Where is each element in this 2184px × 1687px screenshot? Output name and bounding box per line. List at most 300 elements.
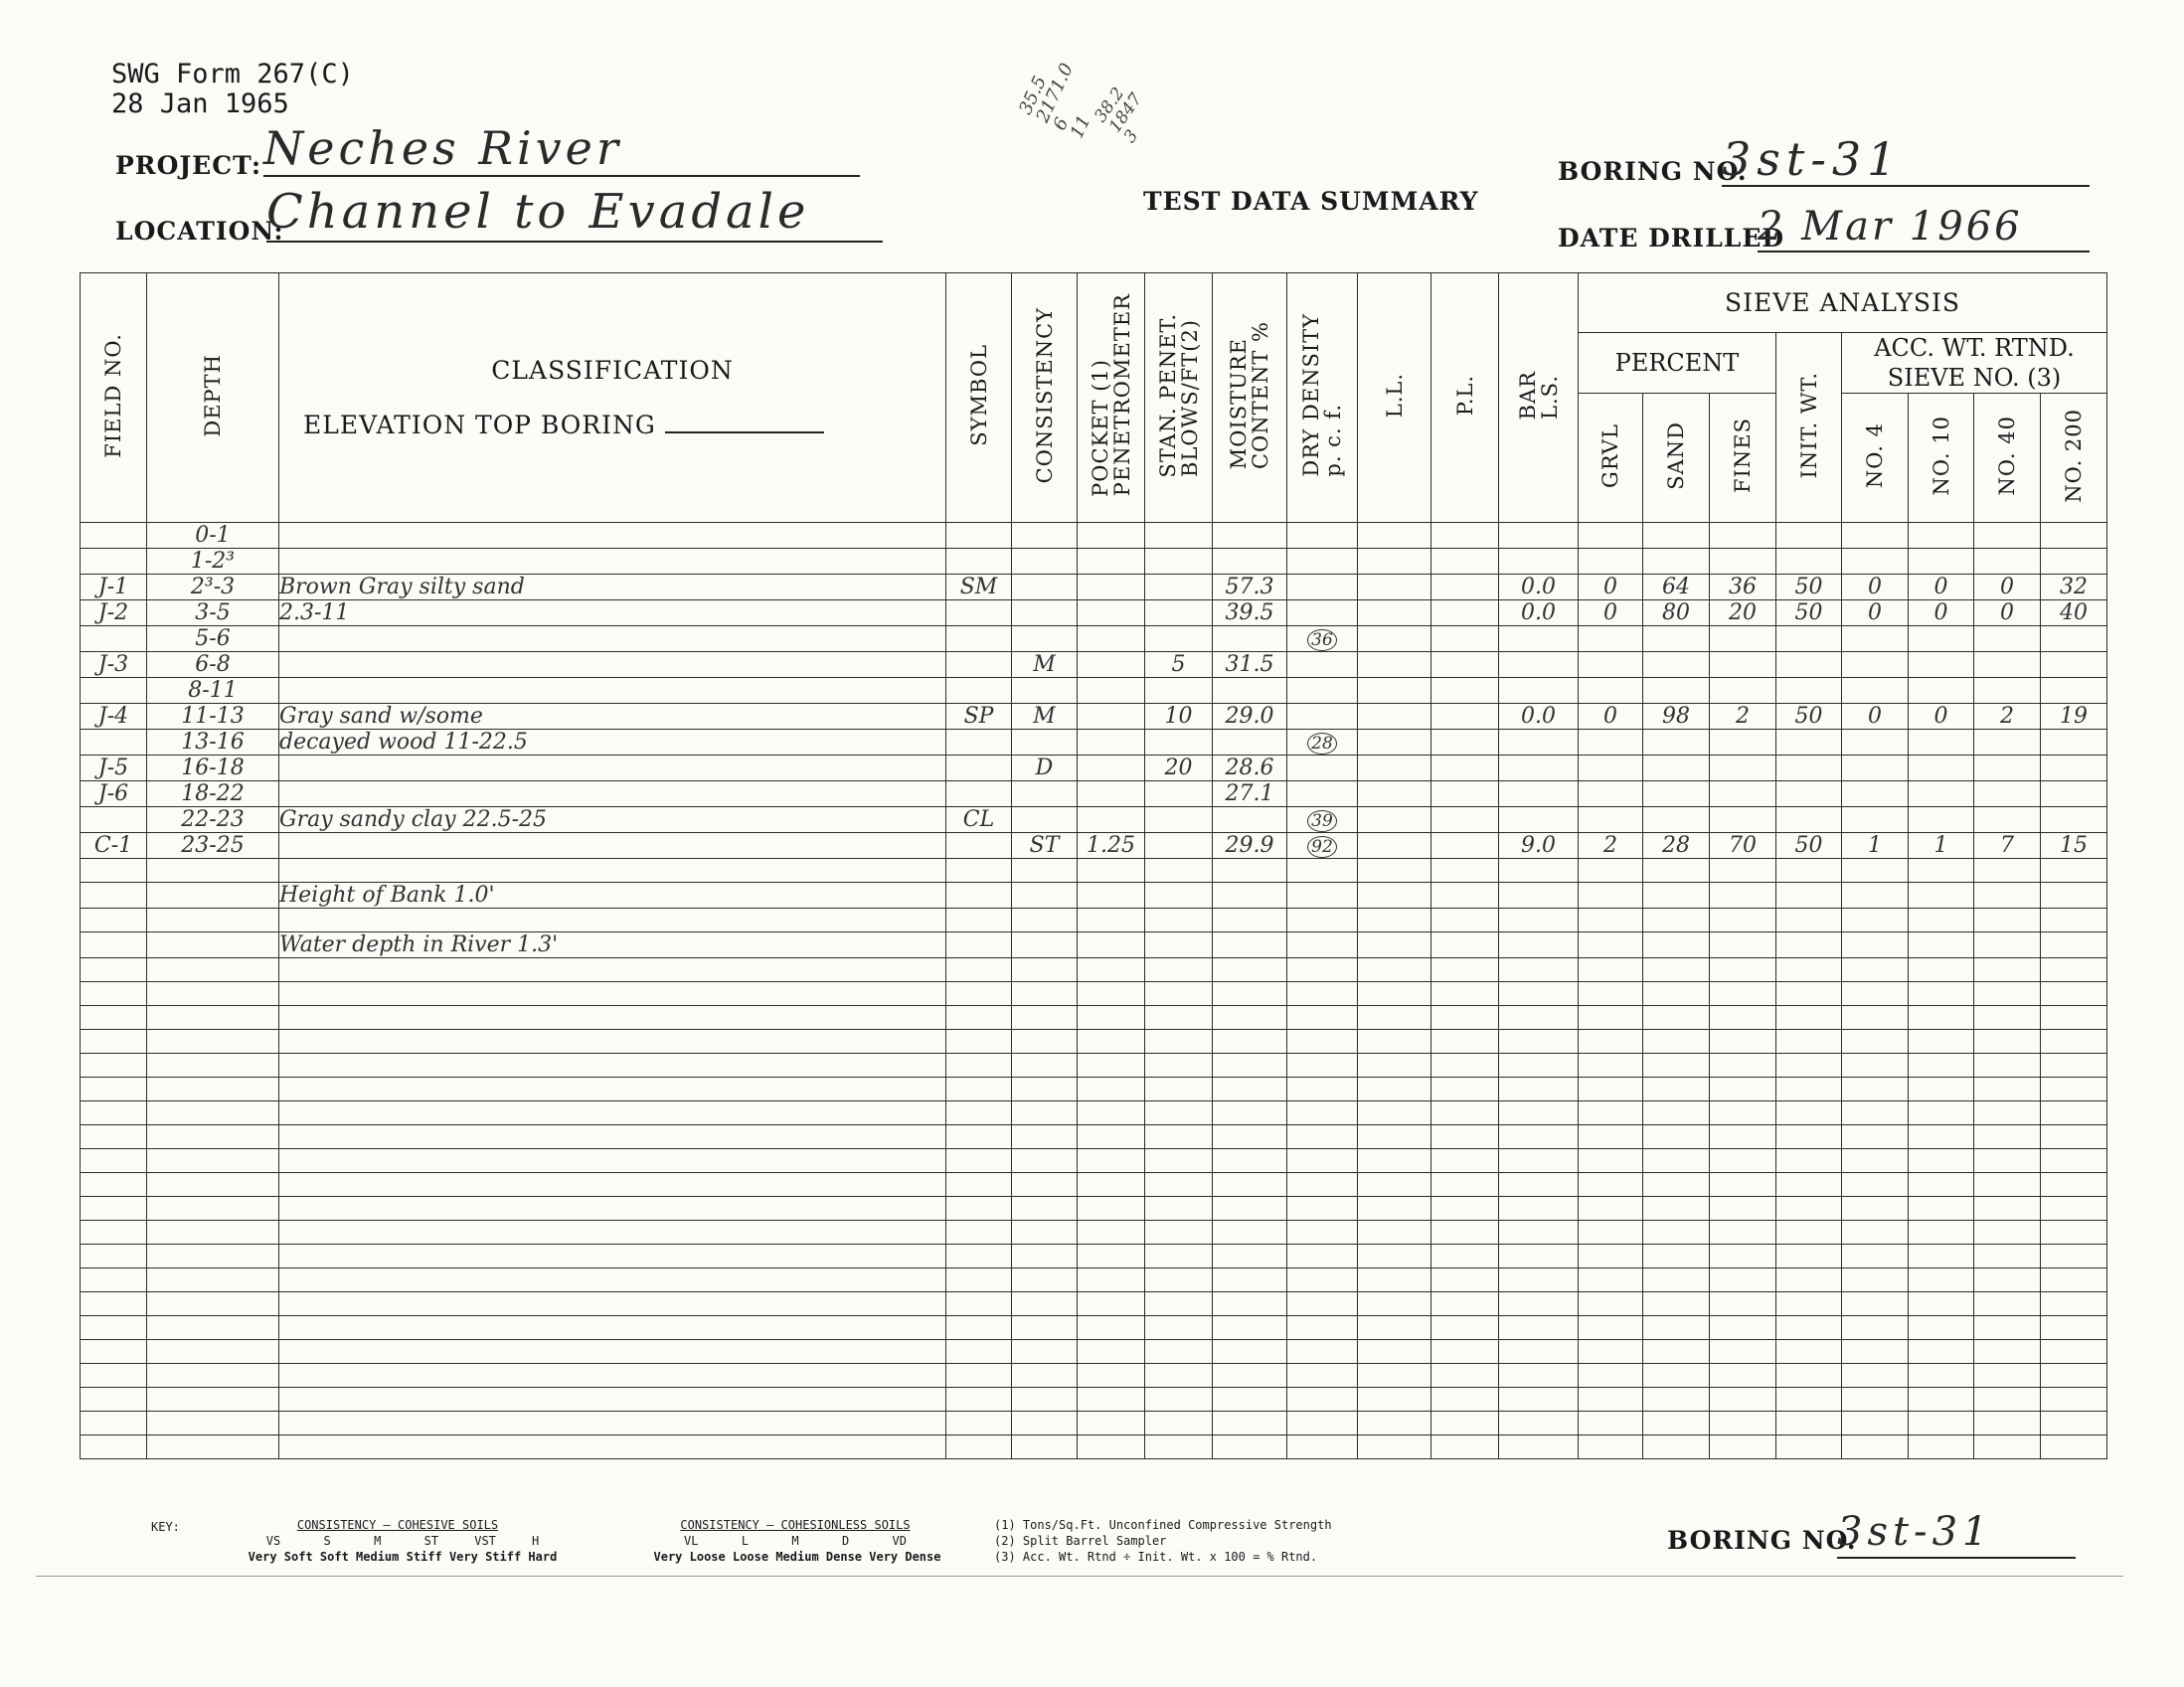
cell-sand bbox=[1643, 1292, 1710, 1316]
cell-bar bbox=[1499, 1149, 1579, 1173]
cell-cls bbox=[279, 626, 946, 652]
cell-stan bbox=[1145, 678, 1213, 704]
cell-ll bbox=[1358, 1435, 1431, 1459]
cell-sym bbox=[946, 678, 1012, 704]
cell-cons bbox=[1012, 781, 1078, 807]
table-row-blank bbox=[81, 1197, 2107, 1221]
cell-init bbox=[1776, 1364, 1842, 1388]
cell-grvl bbox=[1579, 932, 1643, 958]
cell-dry bbox=[1287, 1125, 1358, 1149]
table-row-blank bbox=[81, 1078, 2107, 1101]
cell-stan bbox=[1145, 1292, 1213, 1316]
cell-n40 bbox=[1974, 883, 2041, 909]
cell-n200 bbox=[2041, 1364, 2107, 1388]
cell-sym bbox=[946, 958, 1012, 982]
cell-cons bbox=[1012, 909, 1078, 932]
note-3: (3) Acc. Wt. Rtnd ÷ Init. Wt. x 100 = % Rtnd. bbox=[994, 1550, 1318, 1564]
cell-moist bbox=[1213, 982, 1287, 1006]
cell-sand bbox=[1643, 1268, 1710, 1292]
symbol-header: SYMBOL bbox=[946, 273, 1012, 523]
cell-moist bbox=[1213, 523, 1287, 549]
acc-wt-header bbox=[1842, 333, 2107, 394]
cell-ll bbox=[1358, 1030, 1431, 1054]
cell-n40 bbox=[1974, 909, 2041, 932]
cell-n10 bbox=[1909, 1435, 1974, 1459]
cell-n10 bbox=[1909, 932, 1974, 958]
cell-stan bbox=[1145, 1245, 1213, 1268]
cell-sand bbox=[1643, 1101, 1710, 1125]
cell-field bbox=[81, 1245, 147, 1268]
cell-pl bbox=[1431, 1245, 1499, 1268]
cell-n10 bbox=[1909, 781, 1974, 807]
cell-ll bbox=[1358, 523, 1431, 549]
table-row-blank bbox=[81, 1268, 2107, 1292]
cell-bar bbox=[1499, 1221, 1579, 1245]
cohesionless-title: CONSISTENCY — COHESIONLESS SOILS bbox=[680, 1518, 911, 1532]
cell-n40 bbox=[1974, 1412, 2041, 1435]
cell-bar bbox=[1499, 1101, 1579, 1125]
cell-cls bbox=[279, 1054, 946, 1078]
cell-sym bbox=[946, 600, 1012, 626]
cell-fines: 70 bbox=[1710, 833, 1776, 859]
cell-sym bbox=[946, 883, 1012, 909]
cell-cons bbox=[1012, 549, 1078, 575]
cell-depth bbox=[147, 1078, 279, 1101]
table-row bbox=[81, 575, 2107, 600]
cell-init: 50 bbox=[1776, 575, 1842, 600]
cell-ll bbox=[1358, 730, 1431, 756]
cell-sym bbox=[946, 730, 1012, 756]
cell-pocket bbox=[1078, 600, 1145, 626]
cell-n40 bbox=[1974, 1388, 2041, 1412]
cell-moist: 29.9 bbox=[1213, 833, 1287, 859]
cell-dry bbox=[1287, 678, 1358, 704]
cell-pl bbox=[1431, 781, 1499, 807]
cell-sand bbox=[1643, 652, 1710, 678]
cell-n4 bbox=[1842, 549, 1909, 575]
cell-stan bbox=[1145, 1388, 1213, 1412]
cell-bar bbox=[1499, 1316, 1579, 1340]
cell-field bbox=[81, 523, 147, 549]
cell-cons: M bbox=[1012, 704, 1078, 730]
cell-stan bbox=[1145, 626, 1213, 652]
cell-fines bbox=[1710, 1197, 1776, 1221]
cell-cons bbox=[1012, 1245, 1078, 1268]
cell-moist: 57.3 bbox=[1213, 575, 1287, 600]
cell-init bbox=[1776, 1149, 1842, 1173]
cell-field: J-1 bbox=[81, 575, 147, 600]
cell-bar bbox=[1499, 932, 1579, 958]
cell-depth bbox=[147, 1364, 279, 1388]
project-value: Neches River bbox=[263, 123, 860, 177]
cell-fines bbox=[1710, 756, 1776, 781]
cell-grvl bbox=[1579, 1197, 1643, 1221]
cell-n10 bbox=[1909, 1197, 1974, 1221]
cell-n4 bbox=[1842, 1268, 1909, 1292]
cell-grvl bbox=[1579, 1388, 1643, 1412]
cell-depth bbox=[147, 958, 279, 982]
cell-dry bbox=[1287, 549, 1358, 575]
cell-moist bbox=[1213, 1125, 1287, 1149]
cell-fines bbox=[1710, 932, 1776, 958]
cell-dry bbox=[1287, 1173, 1358, 1197]
cell-grvl bbox=[1579, 958, 1643, 982]
cell-cons bbox=[1012, 1340, 1078, 1364]
cell-ll bbox=[1358, 1412, 1431, 1435]
footer-boring-value: 3st-31 bbox=[1837, 1509, 2076, 1559]
cell-cls bbox=[279, 523, 946, 549]
cell-bar bbox=[1499, 1245, 1579, 1268]
sieve-analysis-header: SIEVE ANALYSIS bbox=[1579, 273, 2107, 333]
cell-cons bbox=[1012, 1388, 1078, 1412]
fines-header: FINES bbox=[1710, 394, 1776, 523]
cell-n200 bbox=[2041, 1268, 2107, 1292]
cell-depth: 18-22 bbox=[147, 781, 279, 807]
cell-init bbox=[1776, 1292, 1842, 1316]
cell-depth bbox=[147, 1054, 279, 1078]
cell-cons bbox=[1012, 1435, 1078, 1459]
cell-stan bbox=[1145, 730, 1213, 756]
cell-cls: Gray sand w/some bbox=[279, 704, 946, 730]
cell-init bbox=[1776, 932, 1842, 958]
cell-field bbox=[81, 1412, 147, 1435]
cell-n200 bbox=[2041, 626, 2107, 652]
cell-n4 bbox=[1842, 1221, 1909, 1245]
cell-cons bbox=[1012, 523, 1078, 549]
cell-init bbox=[1776, 678, 1842, 704]
cell-n40: 2 bbox=[1974, 704, 2041, 730]
cell-grvl bbox=[1579, 1364, 1643, 1388]
cell-n40: 0 bbox=[1974, 575, 2041, 600]
cell-depth bbox=[147, 1030, 279, 1054]
cell-sand bbox=[1643, 549, 1710, 575]
cell-depth bbox=[147, 1268, 279, 1292]
cell-dry bbox=[1287, 704, 1358, 730]
cell-sym bbox=[946, 1125, 1012, 1149]
cell-cons bbox=[1012, 1030, 1078, 1054]
cell-pl bbox=[1431, 1197, 1499, 1221]
cell-bar bbox=[1499, 549, 1579, 575]
cell-n40 bbox=[1974, 1078, 2041, 1101]
cell-moist: 39.5 bbox=[1213, 600, 1287, 626]
location-label: LOCATION: bbox=[115, 217, 284, 246]
cell-pl bbox=[1431, 1125, 1499, 1149]
cell-cons bbox=[1012, 958, 1078, 982]
cell-n40: 7 bbox=[1974, 833, 2041, 859]
cell-n10 bbox=[1909, 730, 1974, 756]
cell-bar bbox=[1499, 1292, 1579, 1316]
cell-init: 50 bbox=[1776, 704, 1842, 730]
cell-moist bbox=[1213, 883, 1287, 909]
cell-cons bbox=[1012, 1173, 1078, 1197]
cell-sym bbox=[946, 1101, 1012, 1125]
cell-stan bbox=[1145, 600, 1213, 626]
cell-n40 bbox=[1974, 678, 2041, 704]
cell-n200 bbox=[2041, 678, 2107, 704]
cell-stan bbox=[1145, 1078, 1213, 1101]
cell-depth: 1-2³ bbox=[147, 549, 279, 575]
table-row-blank bbox=[81, 1149, 2107, 1173]
cell-pl bbox=[1431, 600, 1499, 626]
cell-ll bbox=[1358, 807, 1431, 833]
cell-pl bbox=[1431, 1340, 1499, 1364]
cell-bar bbox=[1499, 626, 1579, 652]
cell-field bbox=[81, 1125, 147, 1149]
table-row-blank bbox=[81, 1340, 2107, 1364]
cell-cons bbox=[1012, 626, 1078, 652]
cell-fines bbox=[1710, 1412, 1776, 1435]
cell-cons: ST bbox=[1012, 833, 1078, 859]
cell-n40 bbox=[1974, 1149, 2041, 1173]
cell-moist: 27.1 bbox=[1213, 781, 1287, 807]
cell-cls bbox=[279, 1006, 946, 1030]
cell-pl bbox=[1431, 1435, 1499, 1459]
cell-fines bbox=[1710, 1101, 1776, 1125]
cell-bar bbox=[1499, 1412, 1579, 1435]
cell-depth: 16-18 bbox=[147, 756, 279, 781]
cell-dry bbox=[1287, 1435, 1358, 1459]
cell-fines bbox=[1710, 1340, 1776, 1364]
cell-field bbox=[81, 1173, 147, 1197]
cell-pocket bbox=[1078, 859, 1145, 883]
cell-sand bbox=[1643, 1412, 1710, 1435]
cell-bar bbox=[1499, 1030, 1579, 1054]
cell-init bbox=[1776, 1268, 1842, 1292]
cell-pocket bbox=[1078, 1125, 1145, 1149]
cell-bar bbox=[1499, 1435, 1579, 1459]
cell-moist: 29.0 bbox=[1213, 704, 1287, 730]
cell-pocket bbox=[1078, 807, 1145, 833]
cell-pocket bbox=[1078, 549, 1145, 575]
cell-fines bbox=[1710, 1292, 1776, 1316]
cell-n10 bbox=[1909, 859, 1974, 883]
cell-ll bbox=[1358, 1340, 1431, 1364]
cell-grvl bbox=[1579, 1245, 1643, 1268]
cell-n10 bbox=[1909, 1030, 1974, 1054]
cell-sand bbox=[1643, 1078, 1710, 1101]
cell-grvl bbox=[1579, 1149, 1643, 1173]
cell-n10 bbox=[1909, 883, 1974, 909]
cell-ll bbox=[1358, 1054, 1431, 1078]
cell-ll bbox=[1358, 982, 1431, 1006]
cell-fines bbox=[1710, 1173, 1776, 1197]
cell-n200 bbox=[2041, 1030, 2107, 1054]
cell-grvl bbox=[1579, 807, 1643, 833]
cell-grvl bbox=[1579, 909, 1643, 932]
cell-bar: 9.0 bbox=[1499, 833, 1579, 859]
cell-pocket bbox=[1078, 1316, 1145, 1340]
cell-n200 bbox=[2041, 652, 2107, 678]
cell-pocket bbox=[1078, 1149, 1145, 1173]
pocket-penetrometer-header: POCKET (1)PENETROMETER bbox=[1078, 273, 1145, 523]
cell-ll bbox=[1358, 1149, 1431, 1173]
cell-ll bbox=[1358, 1388, 1431, 1412]
cell-pl bbox=[1431, 859, 1499, 883]
cell-pl bbox=[1431, 704, 1499, 730]
cell-n200 bbox=[2041, 523, 2107, 549]
cell-n10 bbox=[1909, 678, 1974, 704]
cell-bar bbox=[1499, 1078, 1579, 1101]
cell-init bbox=[1776, 807, 1842, 833]
cell-ll bbox=[1358, 600, 1431, 626]
cell-ll bbox=[1358, 958, 1431, 982]
cell-grvl bbox=[1579, 1412, 1643, 1435]
cell-n4 bbox=[1842, 1054, 1909, 1078]
cell-grvl: 0 bbox=[1579, 575, 1643, 600]
cell-sand bbox=[1643, 1197, 1710, 1221]
cell-fines bbox=[1710, 1388, 1776, 1412]
classification-title: CLASSIFICATION bbox=[491, 356, 734, 385]
cell-n40 bbox=[1974, 1268, 2041, 1292]
cell-n4 bbox=[1842, 626, 1909, 652]
cell-n4 bbox=[1842, 982, 1909, 1006]
cell-n4 bbox=[1842, 1125, 1909, 1149]
cell-moist bbox=[1213, 958, 1287, 982]
cell-grvl bbox=[1579, 982, 1643, 1006]
cell-cls: Height of Bank 1.0' bbox=[279, 883, 946, 909]
boring-label: BORING NO. bbox=[1558, 157, 1748, 186]
cell-cons bbox=[1012, 1316, 1078, 1340]
elevation-blank bbox=[665, 431, 824, 433]
cell-n4: 0 bbox=[1842, 575, 1909, 600]
cell-pocket bbox=[1078, 1221, 1145, 1245]
table-row-blank bbox=[81, 1101, 2107, 1125]
cell-cls bbox=[279, 909, 946, 932]
cell-ll bbox=[1358, 1101, 1431, 1125]
cell-ll bbox=[1358, 833, 1431, 859]
cell-moist bbox=[1213, 1268, 1287, 1292]
cell-cons bbox=[1012, 575, 1078, 600]
cell-field: J-6 bbox=[81, 781, 147, 807]
cell-n10 bbox=[1909, 1316, 1974, 1340]
cell-grvl bbox=[1579, 1030, 1643, 1054]
cell-sand bbox=[1643, 730, 1710, 756]
cell-pocket bbox=[1078, 1030, 1145, 1054]
cell-n200 bbox=[2041, 756, 2107, 781]
cell-field bbox=[81, 1101, 147, 1125]
cell-init bbox=[1776, 1125, 1842, 1149]
cell-field: C-1 bbox=[81, 833, 147, 859]
cell-init bbox=[1776, 652, 1842, 678]
cell-stan bbox=[1145, 781, 1213, 807]
location-value: Channel to Evadale bbox=[266, 185, 883, 243]
cell-stan bbox=[1145, 1221, 1213, 1245]
cell-n4 bbox=[1842, 678, 1909, 704]
cell-field bbox=[81, 730, 147, 756]
cell-n10 bbox=[1909, 1101, 1974, 1125]
cell-cons bbox=[1012, 730, 1078, 756]
cell-moist bbox=[1213, 1149, 1287, 1173]
cell-n40 bbox=[1974, 781, 2041, 807]
cell-dry: 28 bbox=[1287, 730, 1358, 756]
cell-stan bbox=[1145, 909, 1213, 932]
table-row bbox=[81, 523, 2107, 549]
table-row-blank bbox=[81, 1245, 2107, 1268]
form-date: 28 Jan 1965 bbox=[111, 88, 289, 119]
cell-grvl bbox=[1579, 1435, 1643, 1459]
cell-moist bbox=[1213, 859, 1287, 883]
cell-sym bbox=[946, 1006, 1012, 1030]
cell-pocket bbox=[1078, 1078, 1145, 1101]
cell-n4 bbox=[1842, 1006, 1909, 1030]
cell-dry: 92 bbox=[1287, 833, 1358, 859]
cell-cons bbox=[1012, 678, 1078, 704]
cell-cls bbox=[279, 1412, 946, 1435]
table-row bbox=[81, 932, 2107, 958]
cell-sand: 98 bbox=[1643, 704, 1710, 730]
cell-bar bbox=[1499, 1364, 1579, 1388]
cell-sym bbox=[946, 523, 1012, 549]
cell-dry bbox=[1287, 1388, 1358, 1412]
cell-fines bbox=[1710, 626, 1776, 652]
cell-sym bbox=[946, 1245, 1012, 1268]
cell-stan bbox=[1145, 1197, 1213, 1221]
cell-dry bbox=[1287, 883, 1358, 909]
cell-n40 bbox=[1974, 982, 2041, 1006]
cell-ll bbox=[1358, 1268, 1431, 1292]
cell-pl bbox=[1431, 1030, 1499, 1054]
cell-depth: 2³-3 bbox=[147, 575, 279, 600]
cell-depth: 23-25 bbox=[147, 833, 279, 859]
cell-field bbox=[81, 1078, 147, 1101]
cell-field bbox=[81, 958, 147, 982]
cell-n4 bbox=[1842, 1340, 1909, 1364]
table-row bbox=[81, 833, 2107, 859]
cell-sand bbox=[1643, 1125, 1710, 1149]
cell-sand bbox=[1643, 1173, 1710, 1197]
cell-sym bbox=[946, 859, 1012, 883]
cell-moist bbox=[1213, 1316, 1287, 1340]
cell-bar bbox=[1499, 1125, 1579, 1149]
cell-n10 bbox=[1909, 1221, 1974, 1245]
cell-fines bbox=[1710, 1149, 1776, 1173]
cell-grvl bbox=[1579, 1292, 1643, 1316]
cell-depth: 5-6 bbox=[147, 626, 279, 652]
cell-moist bbox=[1213, 1388, 1287, 1412]
cell-n40 bbox=[1974, 1245, 2041, 1268]
cell-pocket bbox=[1078, 909, 1145, 932]
cell-init bbox=[1776, 982, 1842, 1006]
no40-header: NO. 40 bbox=[1974, 394, 2041, 523]
cell-n4: 1 bbox=[1842, 833, 1909, 859]
cell-stan bbox=[1145, 1268, 1213, 1292]
cell-n10 bbox=[1909, 1054, 1974, 1078]
cell-fines bbox=[1710, 1078, 1776, 1101]
cell-depth bbox=[147, 1388, 279, 1412]
cell-n10 bbox=[1909, 807, 1974, 833]
cell-dry bbox=[1287, 781, 1358, 807]
cell-cons bbox=[1012, 807, 1078, 833]
cell-sand: 64 bbox=[1643, 575, 1710, 600]
cell-init bbox=[1776, 730, 1842, 756]
date-drilled-label: DATE DRILLED bbox=[1558, 224, 1785, 253]
cell-field bbox=[81, 807, 147, 833]
cohesive-title: CONSISTENCY — COHESIVE SOILS bbox=[296, 1518, 499, 1532]
cohesive-names: Very Soft Soft Medium Stiff Very Stiff Hard bbox=[248, 1550, 558, 1564]
cell-grvl bbox=[1579, 1316, 1643, 1340]
cell-stan: 5 bbox=[1145, 652, 1213, 678]
cell-sym bbox=[946, 932, 1012, 958]
cell-moist bbox=[1213, 1173, 1287, 1197]
cell-cls bbox=[279, 1221, 946, 1245]
table-row-blank bbox=[81, 1125, 2107, 1149]
cell-bar: 0.0 bbox=[1499, 600, 1579, 626]
cell-cls bbox=[279, 1364, 946, 1388]
cell-init bbox=[1776, 1054, 1842, 1078]
cell-n200: 19 bbox=[2041, 704, 2107, 730]
cell-sym: SP bbox=[946, 704, 1012, 730]
cell-sand bbox=[1643, 807, 1710, 833]
